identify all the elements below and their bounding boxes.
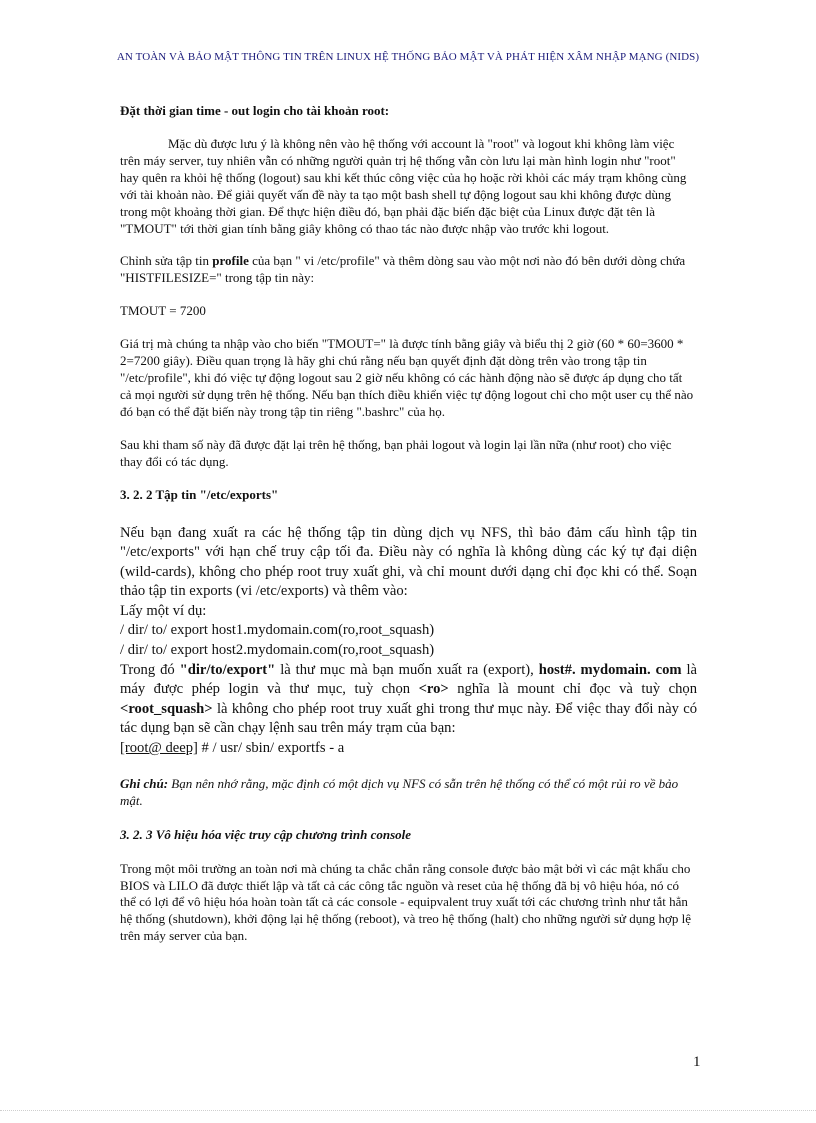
running-header: AN TOÀN VÀ BẢO MẬT THÔNG TIN TRÊN LINUX HỆ THỐNG BẢO MẬT VÀ PHÁT HIỆN XÂM NHẬP MẠNG (NIDS): [116, 51, 700, 63]
example-line-1: / dir/ to/ export host1.mydomain.com(ro,root_squash): [120, 622, 435, 639]
example-line-2: / dir/ to/ export host2.mydomain.com(ro,root_squash): [120, 642, 435, 659]
paragraph-edit-profile: [120, 253, 697, 287]
paragraph-console-intro: Trong một môi trường an toàn nơi mà chúng ta chắc chắn rằng console được bảo mật bởi vì các mật khẩu cho BIOS và LILO đã được thiết lập và tất cả các công tắc nguồn và reset của hệ thống đã bị vô hiệu hóa, nó có thể có lợi để vô hiệu hóa hoàn toàn tất cả các console - equipvalent truy xuất tới các chương trình như tắt hẳn hệ thống (shutdown), khởi động lại hệ thống (reboot), và treo hệ thống (halt) cho những người sử dụng hợp lệ trên máy server của bạn.: [120, 860, 692, 944]
bold-run: profile: [212, 253, 249, 269]
page-bottom-divider: [0, 1110, 816, 1111]
bold-run: <root_squash>: [120, 700, 213, 717]
note-label: Ghi chú:: [120, 775, 169, 791]
example-label: Lấy một ví dụ:: [120, 602, 207, 619]
text-run: là thư mục mà bạn muốn xuất ra (export),: [275, 661, 539, 678]
section-heading-exports: 3. 2. 2 Tập tin "/etc/exports": [120, 486, 279, 502]
text-run: Trong đó: [120, 661, 180, 678]
note-text: Bạn nên nhớ rằng, mặc định có một dịch vụ NFS có sẵn trên hệ thống có thể có một rủi ro về bảo mật.: [120, 775, 679, 808]
text-run: là không cho phép root truy xuất ghi trong thư mục này. Để việc thay đổi này có tác dụng bạn sẽ cần chạy lệnh sau trên máy trạm của bạn:: [120, 700, 697, 737]
paragraph-logout-login: Sau khi tham số này đã được đặt lại trên hệ thống, bạn phải logout và login lại lần nữa (như root) cho việc thay đổi có tác dụng.: [120, 436, 672, 469]
page-content: [120, 103, 697, 945]
command-exportfs: [120, 739, 697, 759]
text-run: Chỉnh sửa tập tin: [120, 253, 213, 269]
text-run: nghĩa là mount chỉ đọc và tuỳ chọn: [448, 681, 697, 698]
bold-run: <ro>: [418, 681, 449, 698]
section-heading-timeout: Đặt thời gian time - out login cho tài khoản root:: [120, 103, 390, 118]
command-text: # / usr/ sbin/ exportfs - a: [197, 740, 345, 757]
command-prompt: [root@ deep]: [120, 740, 198, 757]
paragraph-exports-explanation: [120, 661, 697, 739]
page-number: 1: [693, 1054, 701, 1070]
note-nfs-risk: [120, 775, 697, 809]
section-heading-console: 3. 2. 3 Vô hiệu hóa việc truy cập chương trình console: [120, 826, 412, 842]
paragraph-tmout-explanation: Giá trị mà chúng ta nhập vào cho biến "TMOUT=" là được tính bằng giây và biểu thị 2 giờ (60 * 60=3600 * 2=7200 giây). Điều quan trọng là hãy ghi chú rằng nếu bạn quyết định đặt dòng trên vào trong tập tin "/etc/profile", khi đó việc tự động logout sau 2 giờ nếu không có các hành động nào sẽ được áp dụng cho tất cả mọi người sử dụng trên hệ thống. Nếu bạn thích điều khiển việc tự động logout chỉ cho một user cụ thể nào đó bạn có thể đặt biến này trong tập tin riêng ".bashrc" của họ.: [120, 336, 694, 419]
text-run: của bạn " vi /etc/profile" và thêm dòng sau vào một nơi nào đó bên dưới dòng chứa "HISTFILESIZE=" trong tập tin này:: [120, 253, 686, 286]
code-tmout: TMOUT = 7200: [120, 303, 206, 319]
bold-run: "dir/to/export": [179, 661, 276, 678]
bold-run: host#. mydomain. com: [538, 661, 682, 678]
paragraph-timeout-intro: Mặc dù được lưu ý là không nên vào hệ thống với account là "root" và logout khi không làm việc trên máy server, tuy nhiên vẫn có những người quản trị hệ thống vẫn còn lưu lại màn hình login như "root" hay quên ra khỏi hệ thống (logout) sau khi kết thúc công việc của họ hoặc rời khỏi các máy trạm không cùng với tài khoản nào. Để giải quyết vấn đề này ta tạo một bash shell tự động logout sau khi không được dùng trong một khoảng thời gian. Để thực hiện điều đó, bạn phải đặc biến đặc biệt của Linux được đặt tên là "TMOUT" tới thời gian tính bằng giây không có thao tác nào được nhập vào trước khi logout.: [120, 136, 687, 236]
text-run: là máy được phép login và thư mục, tuỳ chọn: [120, 661, 698, 698]
paragraph-exports-intro: Nếu bạn đang xuất ra các hệ thống tập tin dùng dịch vụ NFS, thì bảo đảm cấu hình tập tin "/etc/exports" với hạn chế truy cập tối đa. Điều này có nghĩa là không dùng các ký tự đại diện (wild-cards), không cho phép root truy xuất ghi, và chỉ mount dưới dạng chỉ đọc khi có thể. Soạn thảo tập tin exports (vi /etc/exports) và thêm vào:: [120, 524, 697, 600]
